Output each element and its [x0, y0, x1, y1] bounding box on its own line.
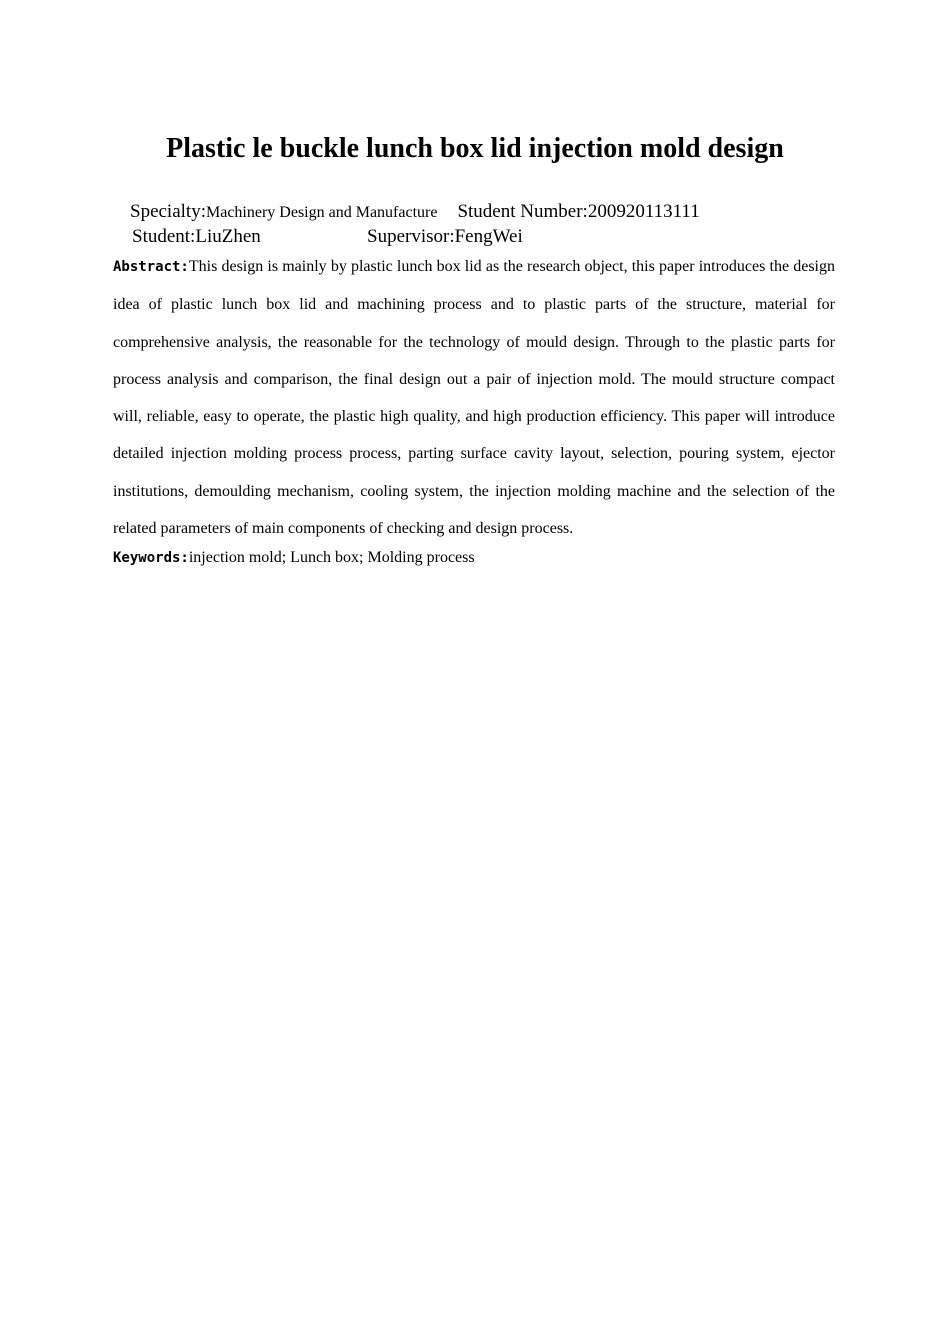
paper-title: Plastic le buckle lunch box lid injection mold design	[166, 133, 784, 164]
supervisor-value: FengWei	[454, 226, 523, 247]
student-number-value: 200920113111	[587, 201, 700, 222]
meta-line-student	[132, 225, 523, 249]
student-number-label: Student Number:	[457, 201, 588, 222]
abstract-text: This design is mainly by plastic lunch box lid as the research object, this paper introduces the design idea of plastic lunch box lid and machining process and to plastic parts of the structure, material for comprehensive analysis, the reasonable for the technology of mould design. Through to the plastic parts for process analysis and comparison, the final design out a pair of injection mold. The mould structure compact will, reliable, easy to operate, the plastic high quality, and high production efficiency. This paper will introduce detailed injection molding process process, parting surface cavity layout, selection, pouring system, ejector institutions, demoulding mechanism, cooling system, the injection molding machine and the selection of the related parameters of main components of checking and design process.	[113, 258, 835, 538]
keywords-label: Keywords:	[113, 550, 189, 566]
specialty-label: Specialty:	[130, 201, 206, 222]
specialty-value: Machinery Design and Manufacture	[205, 204, 438, 221]
meta-line-specialty	[130, 200, 700, 225]
abstract-paragraph	[113, 248, 835, 547]
student-label: Student:	[132, 226, 196, 247]
supervisor-block	[367, 225, 523, 249]
abstract-label: Abstract:	[113, 259, 189, 275]
keywords-line	[113, 546, 835, 570]
supervisor-label: Supervisor:	[367, 226, 455, 247]
student-value: LiuZhen	[195, 226, 261, 247]
keywords-text: injection mold; Lunch box; Molding process	[188, 549, 475, 566]
